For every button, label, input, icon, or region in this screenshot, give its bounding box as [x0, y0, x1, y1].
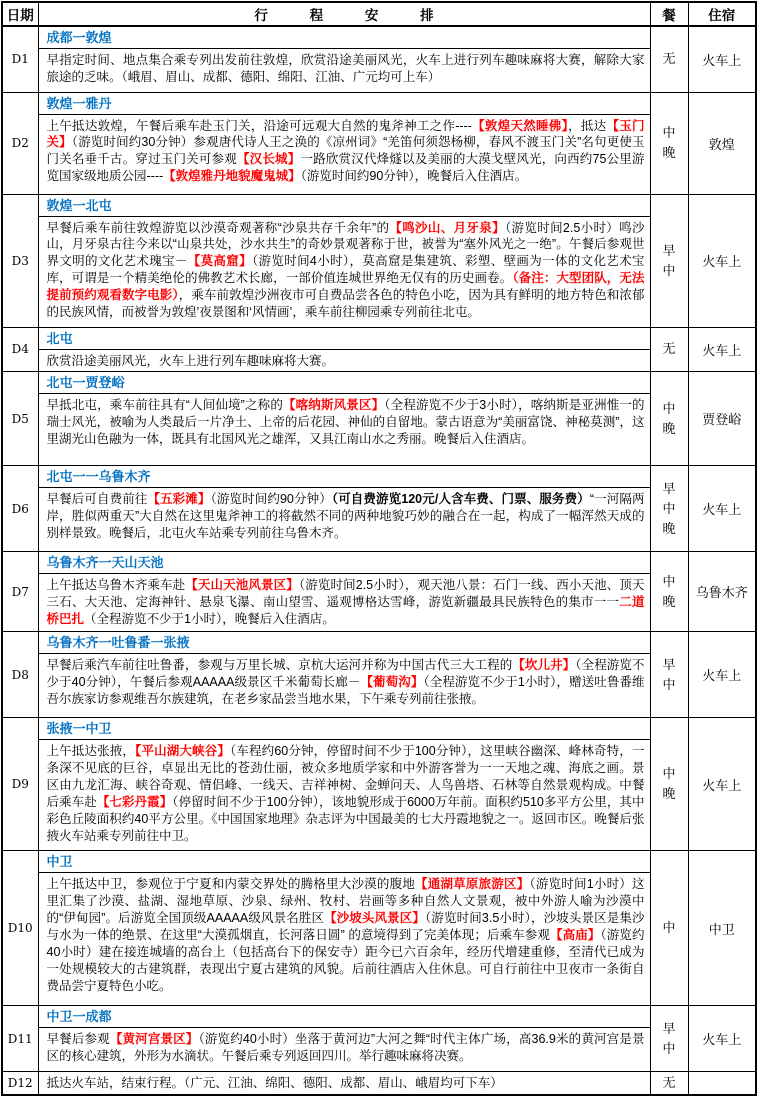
- meal-entry: 中: [662, 573, 676, 589]
- body-text: （全程游览不少于1小时），晚餐后入住酒店。: [84, 612, 335, 627]
- meals-cell: [650, 632, 688, 718]
- lodging-cell: 火车上: [688, 327, 756, 372]
- itinerary-cell: [38, 194, 650, 327]
- highlight-attraction: 【敦煌天然睡佛】: [471, 118, 569, 133]
- body-text: （全程游览不少于3小时），喀纳斯是亚洲惟一的瑞士风光，被喻为人类最后一片净土、上帝的后花园、神仙的自留地。蒙古语意为“美丽富饶、神秘莫测”，这里湖光山色融为一体，既具有北国风光之雄浑，又具江南山水之秀丽。晚餐后入住酒店。: [46, 398, 645, 447]
- meal-entry: 早: [662, 480, 676, 496]
- header-meal: 餐: [650, 2, 688, 26]
- body-text: （全程游览不少于1小时），赠送吐鲁番维吾尔族家访参观维吾尔族建筑，在老乡家品尝当地水果，下午乘专列前往张掖。: [46, 675, 645, 707]
- meals-cell: [650, 194, 688, 327]
- meals-cell: [650, 92, 688, 194]
- body-text: （游览约40小时）建在接连城墙的高台上（包括高台下的保安寺）距今已六百余年，经历代增建重修，至清代已成为一处规模较大的古建筑群，表现出宁夏古建筑的风貌。后前往酒店入住休息。可自行前往中卫夜市一条街自费品尝宁夏特色小吃。: [46, 928, 645, 993]
- meal-entry: 中: [662, 262, 676, 278]
- table-row: [2, 851, 756, 1006]
- meals-cell: [650, 372, 688, 466]
- highlight-attraction: 【喀纳斯风景区】: [282, 398, 385, 413]
- itinerary-text: [39, 394, 650, 450]
- highlight-attraction: 【黄河宫景区】: [109, 1032, 199, 1047]
- meal-entry: 中: [662, 1040, 676, 1056]
- lodging-cell: 火车上: [688, 632, 756, 718]
- itinerary-cell: [38, 718, 650, 851]
- itinerary-cell: [38, 327, 650, 372]
- table-row: [2, 92, 756, 194]
- meal-entry: 早: [662, 1020, 676, 1036]
- itinerary-text: [39, 1072, 650, 1094]
- day-cell: D5: [2, 372, 38, 466]
- day-cell: D12: [2, 1072, 38, 1095]
- meal-entry: 晚: [662, 593, 676, 609]
- lodging-cell: 火车上: [688, 1006, 756, 1072]
- body-text: 早抵北屯，乘车前往具有“人间仙境”之称的: [46, 398, 283, 413]
- route-title: 北屯: [39, 328, 650, 350]
- table-row: [2, 372, 756, 466]
- highlight-attraction: 【高庙】: [550, 928, 601, 943]
- itinerary-text: [39, 217, 650, 323]
- body-text: 上午抵达乌鲁木齐乘车赴: [46, 578, 186, 593]
- body-text: （车程约60分钟，停留时间不少于100分钟），这里峡谷幽深、峰林奇特，一条深不见底的巨谷，卓显出无比的苍劲仕丽，被众多地质学家和中外游客誉为一一天地之魂、海底之画。景区由九龙汇海、峡谷奇观、情侣峰、一线天、吉祥神树、金蝉问天、人鸟兽塔、石林等自然景观构成。中餐后乘车赴: [46, 744, 645, 810]
- meal-entry: 中: [662, 125, 676, 140]
- meals-cell: [650, 1006, 688, 1072]
- route-title: 敦煌一北屯: [39, 195, 650, 217]
- body-text: （游览时间2.5小时），观天池八景：石门一线、西小天池、顶天三石、大天池、定海神针、悬泉飞瀑、南山望雪、遥观博格达雪峰，游览新疆最具民族特色的集市一一: [46, 578, 645, 610]
- meal-entry: 中: [662, 500, 676, 516]
- route-title: 乌鲁木齐一天山天池: [39, 552, 650, 574]
- itinerary-cell: [38, 1006, 650, 1072]
- lodging-cell: 敦煌: [688, 92, 756, 194]
- body-text: （游览约40小时）坐落于黄河边”大河之舞“时代主体广场，高36.9米的黄河宫是景区的核心建筑，外形为水滴状。午餐后乘专列返回四川。举行趣味麻将决赛。: [46, 1032, 645, 1064]
- day-cell: D4: [2, 327, 38, 372]
- meal-entry: 晚: [662, 145, 676, 160]
- route-title: 成都一敦煌: [39, 27, 650, 49]
- highlight-attraction: 【七彩丹霞】: [96, 795, 173, 810]
- lodging-cell: [688, 1072, 756, 1095]
- bold-note: （可自费游览120元/人含车费、门票、服务费）: [331, 492, 590, 507]
- highlight-attraction: （备注：大型团队，无法提前预约观看数字电影）: [46, 271, 645, 303]
- highlight-attraction: 【坎儿井】: [512, 658, 576, 673]
- meal-entry: 晚: [662, 420, 676, 436]
- itinerary-cell: [38, 632, 650, 718]
- body-text: 抵达火车站，结束行程。（广元、江油、绵阳、德阳、成都、眉山、峨眉均可下车）: [46, 1076, 503, 1091]
- meal-entry: 早: [662, 242, 676, 258]
- itinerary-rows: [2, 26, 756, 1095]
- itinerary-text: [39, 654, 650, 710]
- itinerary-text: [39, 49, 650, 88]
- lodging-cell: 乌鲁木齐: [688, 552, 756, 632]
- body-text: ，抵达: [568, 118, 607, 133]
- itinerary-cell: [38, 26, 650, 92]
- body-text: （游览时间约90分钟），晚餐后入住酒店。: [300, 169, 528, 184]
- route-title: 中卫一成都: [39, 1006, 650, 1028]
- meal-entry: 中: [662, 766, 676, 782]
- table-row: [2, 1006, 756, 1072]
- highlight-attraction: 二道桥巴扎: [46, 595, 645, 627]
- meals-cell: [650, 26, 688, 92]
- day-cell: D1: [2, 26, 38, 92]
- lodging-cell: 火车上: [688, 26, 756, 92]
- itinerary-cell: [38, 372, 650, 466]
- itinerary-cell: [38, 552, 650, 632]
- body-text: （全程游览不少于40分钟），午餐后参观AAAAA级景区千米葡萄长廊－: [46, 658, 645, 690]
- body-text: 上午抵达敦煌，午餐后乘车赴玉门关，沿途可远观大自然的鬼斧神工之作----: [46, 118, 472, 133]
- header-date: 日期: [2, 2, 38, 26]
- itinerary-cell: [38, 851, 650, 1006]
- table-row: [2, 632, 756, 718]
- itinerary-table: [1, 1, 757, 1096]
- meal-entry: 中: [662, 920, 676, 936]
- highlight-attraction: 【平山湖大峡谷】: [135, 744, 230, 759]
- itinerary-text: [39, 1028, 650, 1067]
- table-row: [2, 718, 756, 851]
- lodging-cell: 火车上: [688, 718, 756, 851]
- body-text: （游览时间2.5小时）鸣沙山，月牙泉古往今来以“山泉共处，沙水共生”的奇妙景观著称于世，被誉为“塞外风光之一绝”。午餐后参观世界文明的文化艺术瑰宝－: [46, 220, 645, 269]
- itinerary-text: [39, 115, 650, 188]
- day-cell: D10: [2, 851, 38, 1006]
- meals-cell: [650, 466, 688, 552]
- body-text: 早餐后参观: [46, 1032, 110, 1047]
- body-text: （游览时间3.5小时），沙坡头景区是集沙与水为一体的绝景、在这里“大漠孤烟直，长河落日圆” 的意境得到了完美体现；后乘车参观: [46, 911, 645, 943]
- meal-entry: 中: [662, 400, 676, 416]
- body-text: “一河隔两岸，胜似两重天”大自然在这里鬼斧神工的将截然不同的两种地貌巧妙的融合在一起，构成了一幅浑然天成的别样景致。晚餐后，北屯火车站乘专列前往乌鲁木齐。: [46, 492, 645, 541]
- meal-entry: 无: [662, 1075, 676, 1091]
- itinerary-text: [39, 350, 650, 372]
- table-row: [2, 194, 756, 327]
- body-text: （游览时间4小时），莫高窟是集建筑、彩塑、壁画为一体的文化艺术宝库，可谓是一个精美绝伦的佛教艺术长廊，一部价值连城世界绝无仅有的历史画卷。: [46, 254, 645, 286]
- meals-cell: [650, 851, 688, 1006]
- body-text: 欣赏沿途美丽风光，火车上进行列车趣味麻将大赛。: [46, 353, 335, 368]
- highlight-attraction: 【葡萄沟】: [360, 675, 424, 690]
- header-itinerary: 行 程 安 排: [38, 2, 650, 26]
- body-text: （游览时间约30分钟）参观唐代诗人王之涣的《凉州词》“羌笛何须怨杨柳，春风不渡玉门关”名句更使玉门关名垂千古。穿过玉门关可参观: [46, 135, 645, 167]
- highlight-attraction: 【汉长城】: [236, 152, 301, 167]
- body-text: 一路欣赏汉代烽燧以及美丽的大漠戈壁风光，向西约75公里游览国家级地质公园----: [46, 152, 645, 184]
- meals-cell: [650, 327, 688, 372]
- route-title: 张掖一中卫: [39, 718, 650, 740]
- table-row: [2, 466, 756, 552]
- table-row: [2, 26, 756, 92]
- body-text: 早餐后可自费前往: [46, 492, 148, 507]
- highlight-attraction: 【敦煌雅丹地貌魔鬼城】: [163, 169, 301, 184]
- day-cell: D2: [2, 92, 38, 194]
- lodging-cell: 火车上: [688, 466, 756, 552]
- meal-entry: 无: [662, 341, 676, 357]
- body-text: （游览时间1小时）这里汇集了沙漠、盐湖、湿地草原、沙泉、绿州、牧村、岩画等多种自然人文景观，被中外游人喻为沙漠中的“伊甸园”。后游览全国顶级AAAAA级风景名胜区: [46, 877, 645, 926]
- day-cell: D8: [2, 632, 38, 718]
- day-cell: D6: [2, 466, 38, 552]
- body-text: 早餐后乘汽车前往吐鲁番，参观与万里长城、京杭大运河并称为中国古代三大工程的: [46, 658, 513, 673]
- route-title: 敦煌一雅丹: [39, 93, 650, 115]
- table-row: [2, 552, 756, 632]
- body-text: 早指定时间、地点集合乘专列出发前往敦煌，欣赏沿途美丽风光，火车上进行列车趣味麻将大赛，解除大家旅途的乏味。（峨眉、眉山、成都、德阳、绵阳、江油、广元均可上车）: [46, 53, 645, 84]
- route-title: 中卫: [39, 851, 650, 873]
- highlight-attraction: 【通湖草原旅游区】: [415, 877, 530, 892]
- meal-entry: 晚: [662, 786, 676, 802]
- highlight-attraction: 【天山天池风景区】: [185, 578, 299, 593]
- body-text: ，乘车前敦煌沙洲夜市可自费品尝各色的特色小吃，因为具有鲜明的地方特色和浓郁的民族风情，而被誉为敦煌’夜景图和‘风情画’，乘车前往柳园乘专列前往北屯。: [46, 288, 645, 320]
- body-text: 上午抵达中卫，参观位于宁夏和内蒙交界处的腾格里大沙漠的腹地: [46, 877, 416, 892]
- highlight-attraction: 【鸣沙山、月牙泉】: [389, 220, 505, 235]
- itinerary-text: [39, 488, 650, 544]
- body-text: 早餐后乘车前往敦煌游览以沙漠奇观著称“沙泉共存千余年”的: [46, 220, 390, 235]
- table-row: [2, 1072, 756, 1095]
- meal-entry: 晚: [662, 520, 676, 536]
- lodging-cell: 贾登峪: [688, 372, 756, 466]
- body-text: （游览时间约90分钟）: [210, 492, 332, 507]
- table-header-row: [2, 2, 756, 26]
- body-text: （停留时间不少于100分钟），该地貌形成于6000万年前。面积约510多平方公里，其中彩色丘陵面积约40平方公里。《中国国家地理》杂志评为中国最美的七大丹霞地貌之一。返回市区。晚餐后张掖火车站乘专列前往中卫。: [46, 795, 645, 843]
- meals-cell: [650, 1072, 688, 1095]
- highlight-attraction: 【莫高窟】: [187, 254, 252, 269]
- route-title: 北屯一贾登峪: [39, 372, 650, 394]
- meals-cell: [650, 718, 688, 851]
- lodging-cell: 中卫: [688, 851, 756, 1006]
- body-text: 上午抵达张掖，: [46, 744, 136, 759]
- header-lodging: 住宿: [688, 2, 756, 26]
- table-row: [2, 327, 756, 372]
- meal-entry: 早: [662, 656, 676, 672]
- highlight-attraction: 【玉门关】: [46, 118, 645, 150]
- meals-cell: [650, 552, 688, 632]
- highlight-attraction: 【沙坡头风景区】: [324, 911, 426, 926]
- route-title: 北屯一一乌鲁木齐: [39, 466, 650, 488]
- itinerary-text: [39, 740, 650, 846]
- route-title: 乌鲁木齐一吐鲁番一张掖: [39, 632, 650, 654]
- itinerary-text: [39, 574, 650, 630]
- meal-entry: 无: [662, 51, 676, 67]
- meal-entry: 中: [662, 676, 676, 692]
- lodging-cell: 火车上: [688, 194, 756, 327]
- day-cell: D9: [2, 718, 38, 851]
- itinerary-cell: [38, 1072, 650, 1095]
- day-cell: D7: [2, 552, 38, 632]
- day-cell: D3: [2, 194, 38, 327]
- highlight-attraction: 【五彩滩】: [147, 492, 211, 507]
- day-cell: D11: [2, 1006, 38, 1072]
- itinerary-text: [39, 873, 650, 996]
- itinerary-cell: [38, 466, 650, 552]
- itinerary-cell: [38, 92, 650, 194]
